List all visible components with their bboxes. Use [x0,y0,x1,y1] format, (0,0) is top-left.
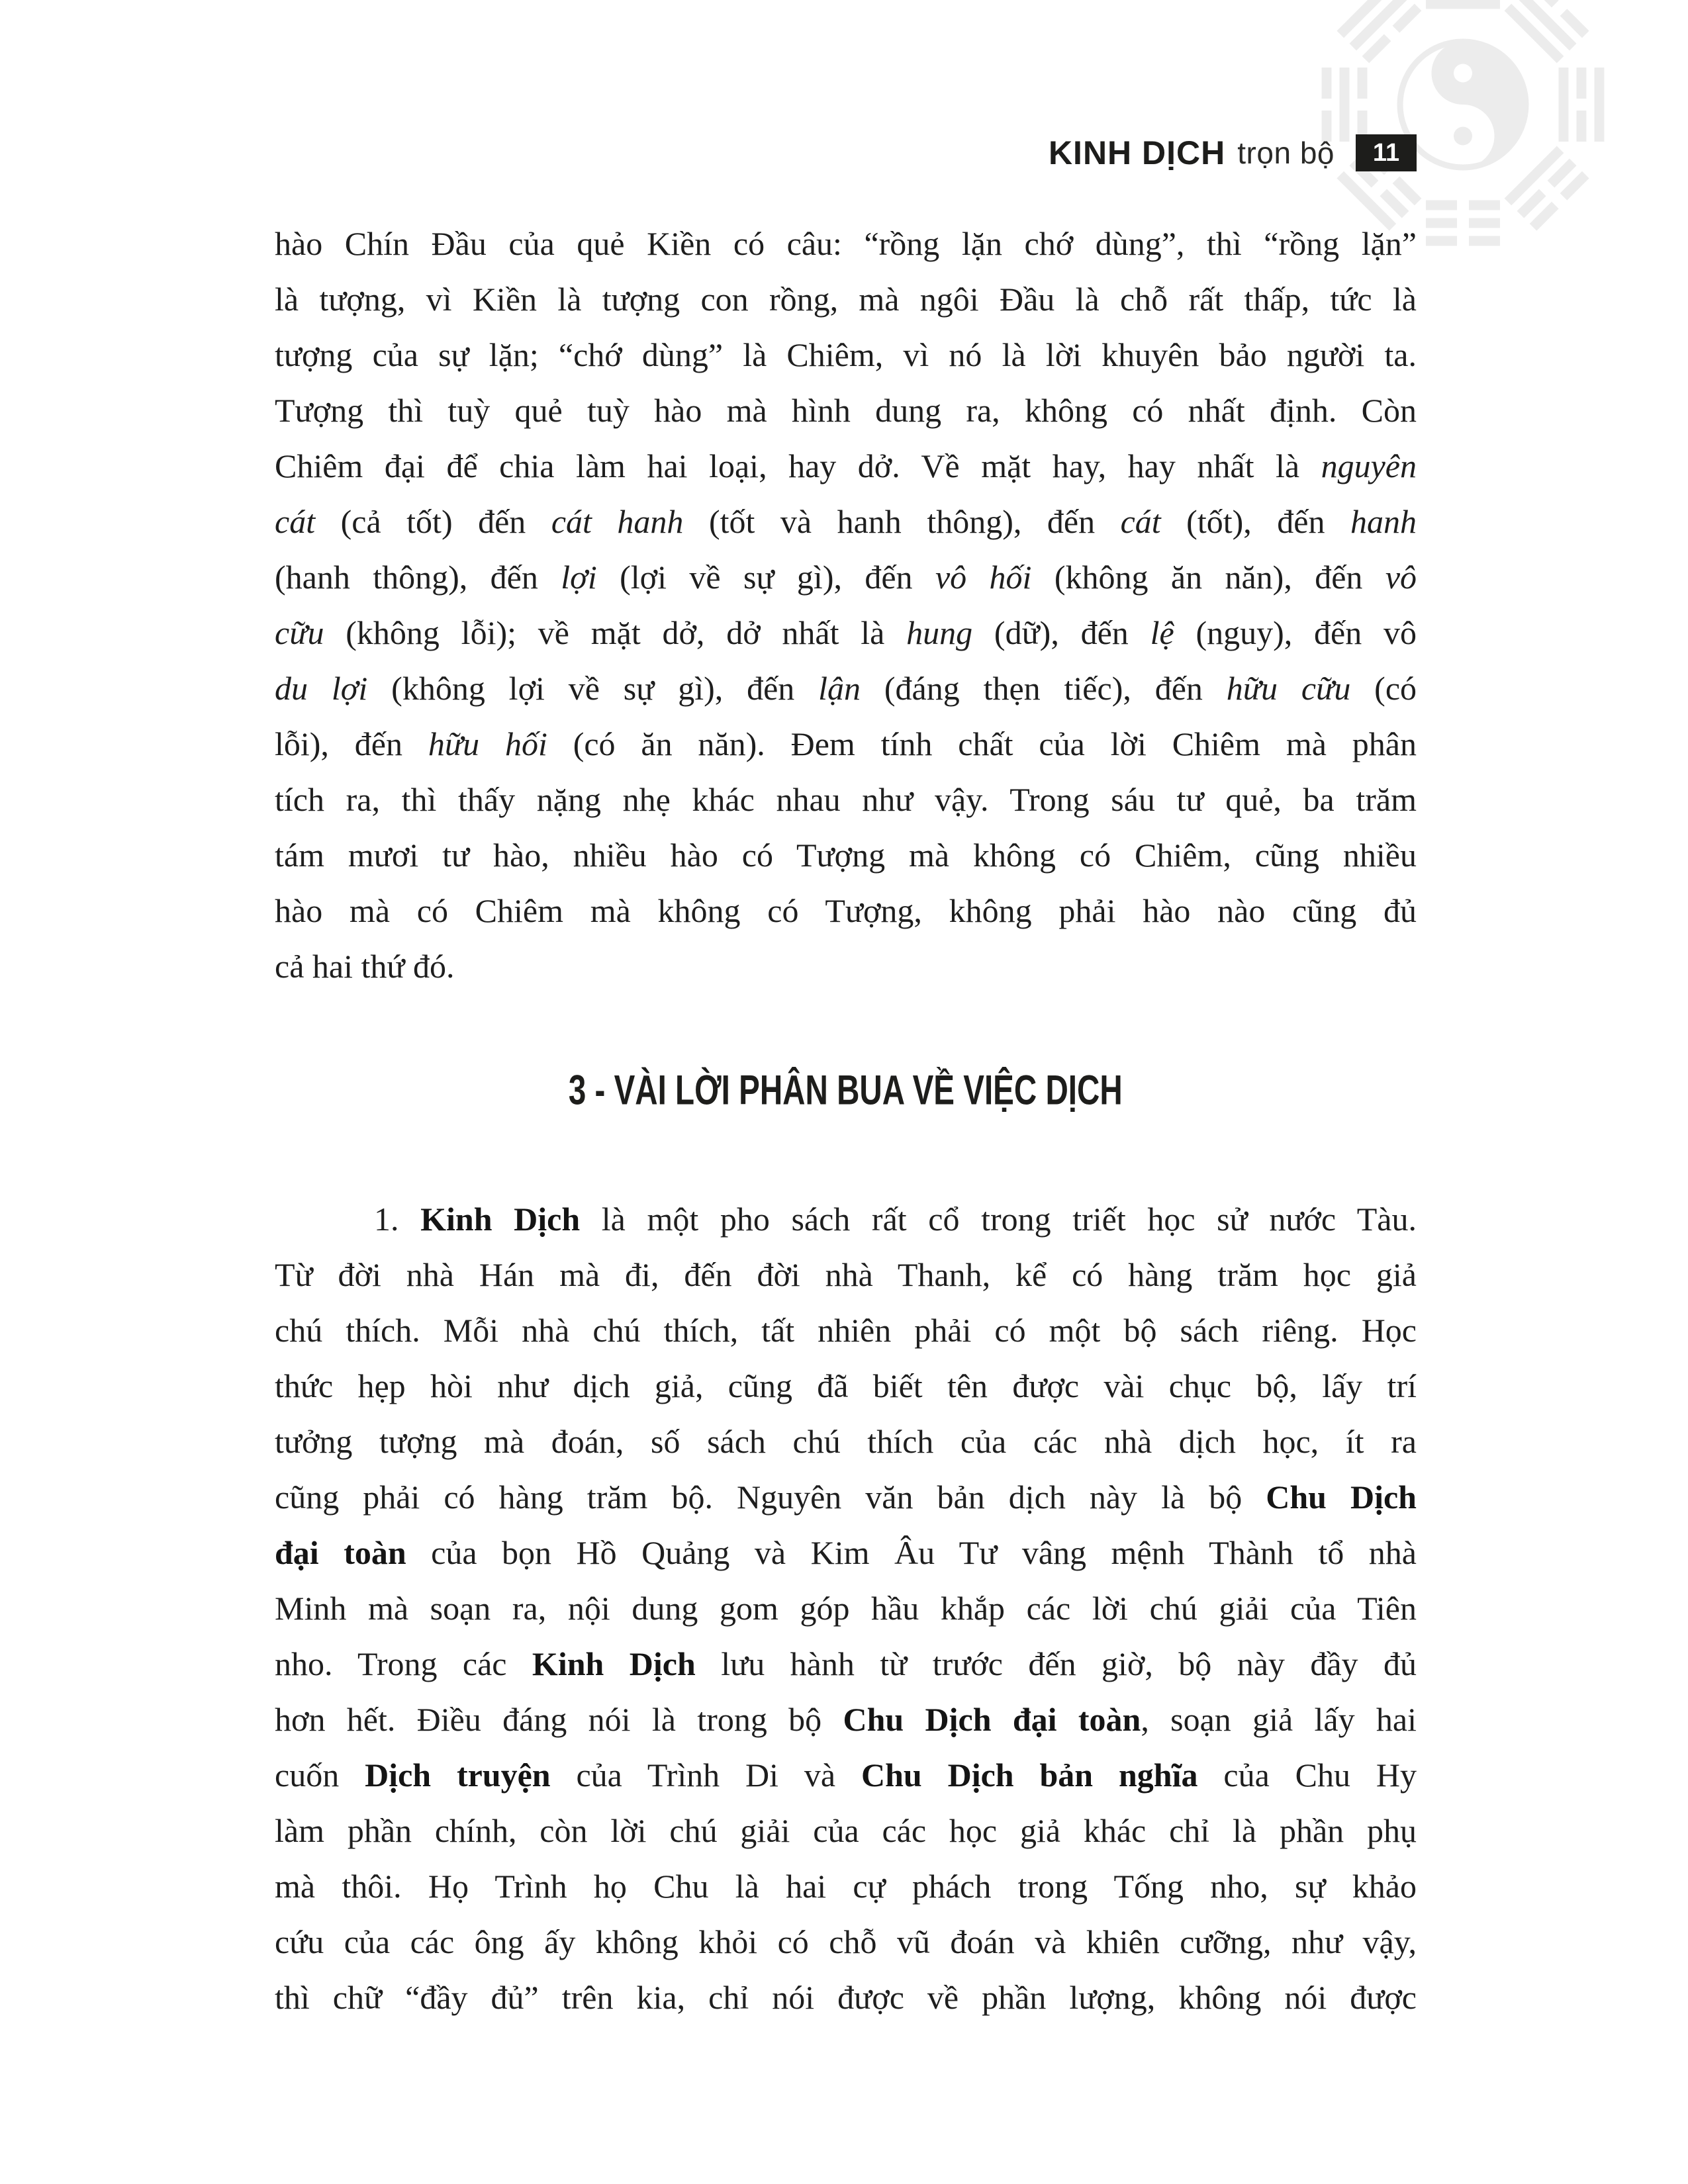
text-line: (hanh thông), đến lợi (lợi về sự gì), đến vô hối (không ăn năn), đến vô [275,559,1417,596]
paragraph-1 [275,216,1417,994]
text-line: Từ đời nhà Hán mà đi, đến đời nhà Thanh, kể có hàng trăm học giả [275,1256,1417,1293]
text-line: nho. Trong các Kinh Dịch lưu hành từ trước đến giờ, bộ này đầy đủ [275,1645,1417,1682]
text-line: 1. Kinh Dịch là một pho sách rất cổ trong triết học sử nước Tàu. [374,1201,1417,1238]
text-line: cứu của các ông ấy không khỏi có chỗ vũ đoán và khiên cưỡng, như vậy, [275,1923,1417,1960]
text-line: tưởng tượng mà đoán, số sách chú thích của các nhà dịch học, ít ra [275,1423,1417,1460]
text-line: du lợi (không lợi về sự gì), đến lận (đáng thẹn tiếc), đến hữu cữu (có [275,670,1417,707]
text-line: Minh mà soạn ra, nội dung gom góp hầu khắp các lời chú giải của Tiên [275,1590,1417,1627]
text-line: chú thích. Mỗi nhà chú thích, tất nhiên phải có một bộ sách riêng. Học [275,1312,1417,1349]
text-line: Chiêm đại để chia làm hai loại, hay dở. Về mặt hay, hay nhất là nguyên [275,447,1417,484]
text-line: cát (cả tốt) đến cát hanh (tốt và hanh thông), đến cát (tốt), đến hanh [275,503,1417,540]
text-line: tám mươi tư hào, nhiều hào có Tượng mà không có Chiêm, cũng nhiều [275,837,1417,874]
book-title: KINH DỊCH [1048,134,1226,171]
page-header [1049,130,1417,176]
text-line: hào mà có Chiêm mà không có Tượng, không phải hào nào cũng đủ [275,892,1417,929]
page-number-badge: 11 [1356,134,1417,171]
text-line: cữu (không lỗi); về mặt dở, dở nhất là hung (dữ), đến lệ (nguy), đến vô [275,614,1417,651]
book-subtitle: trọn bộ [1237,136,1335,170]
text-line: hơn hết. Điều đáng nói là trong bộ Chu Dịch đại toàn, soạn giả lấy hai [275,1701,1417,1738]
text-line: lỗi), đến hữu hối (có ăn năn). Đem tính chất của lời Chiêm mà phân [275,725,1417,762]
section-heading-text: 3 - VÀI LỜI PHÂN BUA VỀ VIỆC DỊCH [569,1067,1123,1114]
text-line: cũng phải có hàng trăm bộ. Nguyên văn bản dịch này là bộ Chu Dịch [275,1479,1417,1516]
text-line: mà thôi. Họ Trình họ Chu là hai cự phách trong Tống nho, sự khảo [275,1868,1417,1905]
text-line: tích ra, thì thấy nặng nhẹ khác nhau như vậy. Trong sáu tư quẻ, ba trăm [275,781,1417,818]
section-heading [275,1064,1417,1124]
text-line: làm phần chính, còn lời chú giải của các học giả khác chỉ là phần phụ [275,1812,1417,1849]
text-line: Tượng thì tuỳ quẻ tuỳ hào mà hình dung ra, không có nhất định. Còn [275,392,1417,429]
text-line: là tượng, vì Kiền là tượng con rồng, mà ngôi Đầu là chỗ rất thấp, tức là [275,281,1417,318]
paragraph-2 [275,1191,1417,2025]
text-line: cuốn Dịch truyện của Trình Di và Chu Dịch bản nghĩa của Chu Hy [275,1756,1417,1794]
text-line: hào Chín Đầu của quẻ Kiền có câu: “rồng lặn chớ dùng”, thì “rồng lặn” [275,225,1417,262]
text-line: đại toàn của bọn Hồ Quảng và Kim Âu Tư vâng mệnh Thành tổ nhà [275,1534,1417,1571]
text-line: cả hai thứ đó. [275,948,455,985]
text-line: thức hẹp hòi như dịch giả, cũng đã biết tên được vài chục bộ, lấy trí [275,1367,1417,1404]
text-line: thì chữ “đầy đủ” trên kia, chỉ nói được về phần lượng, không nói được [275,1979,1417,2016]
text-line: tượng của sự lặn; “chớ dùng” là Chiêm, vì nó là lời khuyên bảo người ta. [275,336,1417,373]
